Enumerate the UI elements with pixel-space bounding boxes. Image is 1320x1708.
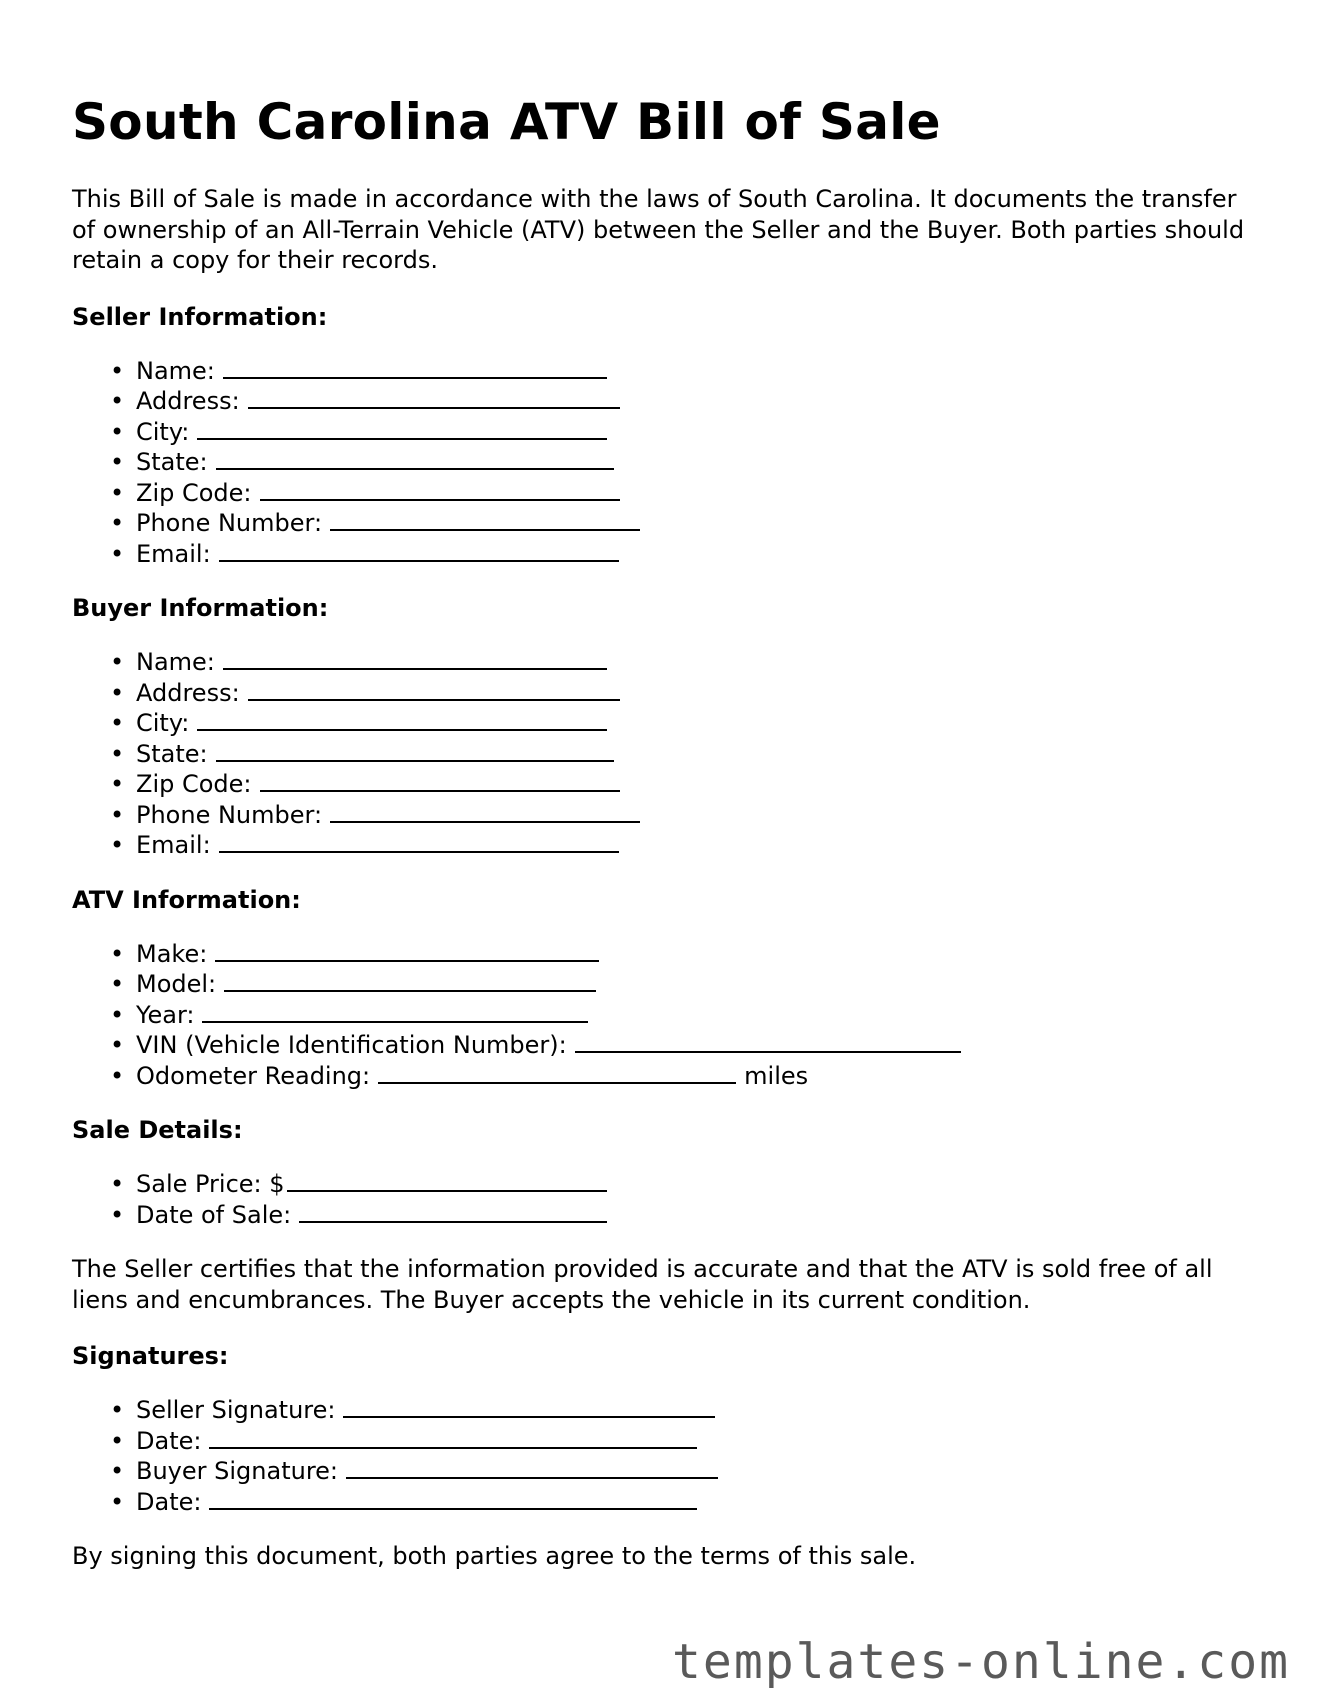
field-label: Phone Number: bbox=[136, 509, 323, 537]
atv-model-field bbox=[72, 969, 1262, 1000]
bullet: • bbox=[110, 387, 125, 415]
bullet: • bbox=[110, 648, 125, 676]
seller-name-field bbox=[72, 356, 1262, 387]
field-label: VIN (Vehicle Identification Number): bbox=[136, 1031, 567, 1059]
closing-paragraph: By signing this document, both parties agree to the terms of this sale. bbox=[72, 1542, 917, 1570]
bullet: • bbox=[110, 739, 125, 768]
bullet: • bbox=[110, 939, 125, 968]
field-label: Date: bbox=[136, 1426, 202, 1455]
field-label: Address: bbox=[136, 387, 240, 415]
buyer-signature-field bbox=[72, 1456, 1262, 1487]
watermark: templates-online.com bbox=[672, 1634, 1290, 1690]
field-label: Address: bbox=[136, 678, 240, 707]
field-label: Date of Sale: bbox=[136, 1200, 292, 1229]
field-label: City: bbox=[136, 709, 190, 737]
atv-field-list bbox=[72, 939, 1262, 1092]
seller-address-field bbox=[72, 386, 1262, 417]
atv-heading: ATV Information: bbox=[72, 885, 301, 914]
seller-signature-blank[interactable] bbox=[343, 1395, 715, 1418]
bullet: • bbox=[110, 448, 125, 476]
bullet: • bbox=[110, 1426, 125, 1455]
bullet: • bbox=[110, 1031, 125, 1059]
bullet: • bbox=[110, 1487, 125, 1516]
signatures-heading: Signatures: bbox=[72, 1342, 229, 1370]
field-label: Sale Price: $ bbox=[136, 1170, 285, 1198]
field-label: Name: bbox=[136, 356, 215, 385]
seller-signature-field bbox=[72, 1395, 1262, 1426]
bullet: • bbox=[110, 709, 125, 737]
buyer-zip-field bbox=[72, 769, 1262, 800]
buyer-name-blank[interactable] bbox=[223, 647, 607, 670]
seller-address-blank[interactable] bbox=[248, 386, 620, 409]
seller-email-field bbox=[72, 539, 1262, 570]
buyer-field-list bbox=[72, 647, 1262, 861]
field-label: Odometer Reading: bbox=[136, 1061, 371, 1090]
field-label: Seller Signature: bbox=[136, 1396, 336, 1424]
field-label: Zip Code: bbox=[136, 478, 252, 507]
seller-state-blank[interactable] bbox=[216, 447, 614, 470]
field-label: Year: bbox=[136, 1000, 195, 1029]
buyer-state-blank[interactable] bbox=[216, 739, 614, 762]
bullet: • bbox=[110, 970, 125, 998]
buyer-signature-date-blank[interactable] bbox=[209, 1487, 697, 1510]
field-label: City: bbox=[136, 417, 190, 446]
bullet: • bbox=[110, 356, 125, 385]
bullet: • bbox=[110, 417, 125, 446]
atv-model-blank[interactable] bbox=[224, 969, 596, 992]
buyer-signature-blank[interactable] bbox=[346, 1456, 718, 1479]
certification-paragraph: The Seller certifies that the information provided is accurate and that the ATV is sold free of all liens and encumbrances. The Buyer accepts the vehicle in its current condition. bbox=[72, 1255, 1213, 1314]
seller-state-field bbox=[72, 447, 1262, 478]
buyer-name-field bbox=[72, 647, 1262, 678]
bullet: • bbox=[110, 539, 125, 568]
sale-price-blank[interactable] bbox=[287, 1169, 607, 1192]
seller-name-blank[interactable] bbox=[223, 356, 607, 379]
signature-field-list bbox=[72, 1395, 1262, 1517]
sale-field-list bbox=[72, 1169, 1262, 1230]
buyer-phone-field bbox=[72, 800, 1262, 831]
bullet: • bbox=[110, 478, 125, 507]
bullet: • bbox=[110, 1457, 125, 1485]
bullet: • bbox=[110, 1170, 125, 1198]
bullet: • bbox=[110, 770, 125, 798]
buyer-phone-blank[interactable] bbox=[330, 800, 640, 823]
field-label: Name: bbox=[136, 648, 215, 676]
atv-year-field bbox=[72, 1000, 1262, 1031]
buyer-city-field bbox=[72, 708, 1262, 739]
sale-date-blank[interactable] bbox=[299, 1200, 607, 1223]
atv-year-blank[interactable] bbox=[202, 1000, 588, 1023]
document bbox=[72, 92, 1262, 1598]
field-label: State: bbox=[136, 739, 208, 768]
bullet: • bbox=[110, 1061, 125, 1090]
atv-odometer-field bbox=[72, 1061, 1262, 1092]
buyer-zip-blank[interactable] bbox=[260, 769, 620, 792]
intro-paragraph: This Bill of Sale is made in accordance with the laws of South Carolina. It documents the transfer of ownership of an All-Terrain Vehicle (ATV) between the Seller and the Buyer. Both parties should retain a copy for their records. bbox=[72, 185, 1245, 274]
seller-signature-date-blank[interactable] bbox=[209, 1426, 697, 1449]
buyer-city-blank[interactable] bbox=[197, 708, 607, 731]
seller-phone-field bbox=[72, 508, 1262, 539]
seller-phone-blank[interactable] bbox=[330, 508, 640, 531]
document-title: South Carolina ATV Bill of Sale bbox=[72, 93, 941, 151]
sale-date-field bbox=[72, 1200, 1262, 1231]
atv-make-blank[interactable] bbox=[215, 939, 599, 962]
field-label: State: bbox=[136, 448, 208, 476]
field-label: Email: bbox=[136, 539, 211, 568]
atv-vin-blank[interactable] bbox=[575, 1030, 961, 1053]
buyer-email-field bbox=[72, 830, 1262, 861]
seller-zip-blank[interactable] bbox=[260, 478, 620, 501]
atv-odometer-blank[interactable] bbox=[378, 1061, 736, 1084]
atv-make-field bbox=[72, 939, 1262, 970]
seller-zip-field bbox=[72, 478, 1262, 509]
field-label: Date: bbox=[136, 1487, 202, 1516]
seller-signature-date-field bbox=[72, 1426, 1262, 1457]
seller-email-blank[interactable] bbox=[219, 539, 619, 562]
buyer-address-blank[interactable] bbox=[248, 678, 620, 701]
bullet: • bbox=[110, 800, 125, 829]
buyer-address-field bbox=[72, 678, 1262, 709]
seller-city-blank[interactable] bbox=[197, 417, 607, 440]
field-label: Make: bbox=[136, 939, 208, 968]
bullet: • bbox=[110, 509, 125, 537]
bullet: • bbox=[110, 1200, 125, 1229]
buyer-heading: Buyer Information: bbox=[72, 594, 329, 622]
bullet: • bbox=[110, 831, 125, 859]
odometer-unit: miles bbox=[744, 1061, 809, 1090]
field-label: Email: bbox=[136, 831, 211, 859]
seller-city-field bbox=[72, 417, 1262, 448]
atv-vin-field bbox=[72, 1030, 1262, 1061]
seller-field-list bbox=[72, 356, 1262, 570]
field-label: Model: bbox=[136, 970, 217, 998]
buyer-state-field bbox=[72, 739, 1262, 770]
field-label: Buyer Signature: bbox=[136, 1457, 339, 1485]
field-label: Phone Number: bbox=[136, 800, 323, 829]
buyer-signature-date-field bbox=[72, 1487, 1262, 1518]
buyer-email-blank[interactable] bbox=[219, 830, 619, 853]
bullet: • bbox=[110, 1396, 125, 1424]
seller-heading: Seller Information: bbox=[72, 302, 328, 331]
bullet: • bbox=[110, 678, 125, 707]
bullet: • bbox=[110, 1000, 125, 1029]
sale-heading: Sale Details: bbox=[72, 1116, 243, 1144]
sale-price-field bbox=[72, 1169, 1262, 1200]
field-label: Zip Code: bbox=[136, 770, 252, 798]
